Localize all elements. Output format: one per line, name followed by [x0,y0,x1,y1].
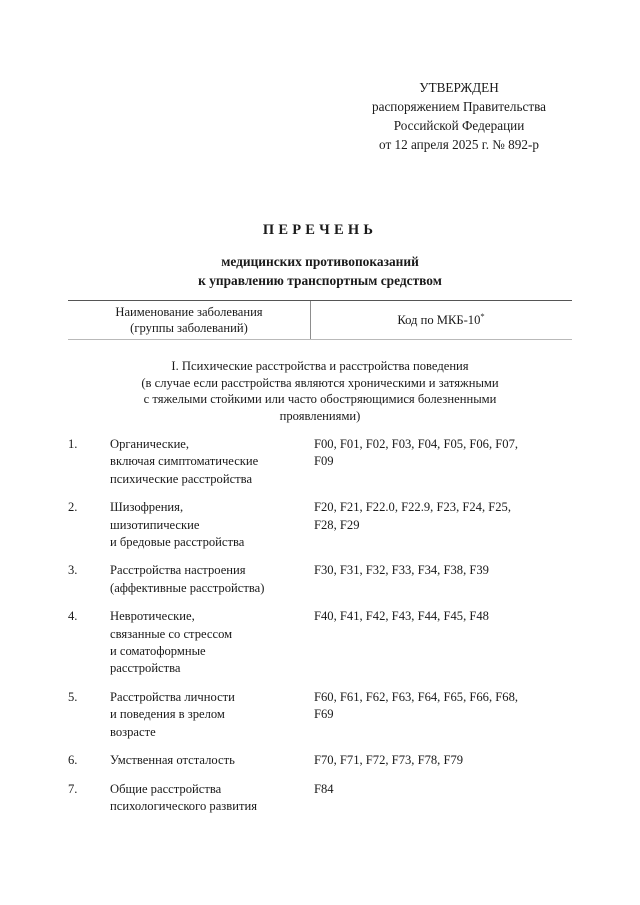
table-header-name-line-2: (группы заболеваний) [130,321,248,335]
row-disease-name-line: Шизофрения, [110,500,184,515]
row-disease-name-line: включая симптоматические [110,454,259,469]
section-heading-line-4: проявлениями) [279,408,361,423]
row-disease-name-line: и бредовые расстройства [110,535,245,550]
title-subtitle [68,253,572,290]
title-main: ПЕРЕЧЕНЬ [262,222,378,238]
row-disease-name-line: Расстройства настроения [110,563,246,578]
row-disease-name [110,752,310,769]
section-heading [58,358,582,424]
row-icd-codes-line: F20, F21, F22.0, F22.9, F23, F24, F25, [314,500,512,515]
row-disease-name-line: Невротические, [110,609,195,624]
table-header [68,300,572,340]
row-icd-codes [314,781,572,798]
row-disease-name-line: Расстройства личности [110,689,235,704]
row-number: 5. [68,689,78,704]
table-row [68,562,572,597]
title-sub-line-2: к управлению транспортным средством [198,272,442,288]
row-disease-name-line: (аффективные расстройства) [110,580,265,595]
code-label-text: Код по МКБ-10 [397,312,481,327]
section-heading-line-1: I. Психические расстройства и расстройства поведения [171,359,469,373]
row-number: 4. [68,609,78,624]
row-icd-codes-line: F69 [314,707,334,722]
approval-block [345,78,573,154]
row-icd-codes-line: F28, F29 [314,517,360,532]
row-disease-name-line: психологического развития [110,798,257,813]
table-row [68,689,572,741]
row-icd-codes [314,689,572,724]
approval-line-1: УТВЕРЖДЕН [419,80,499,95]
row-disease-name [110,499,310,551]
row-disease-name [110,689,310,741]
row-number: 1. [68,437,78,451]
table-header-name-column [68,301,310,339]
approval-line-2: распоряжением Правительства [372,99,546,114]
table-row [68,781,572,816]
row-number: 2. [68,500,78,515]
row-icd-codes [314,499,572,534]
row-disease-name-line: связанные со стрессом [110,626,233,641]
row-icd-codes-line: F30, F31, F32, F33, F34, F38, F39 [314,563,489,578]
row-number: 3. [68,563,78,578]
row-icd-codes-line: F84 [314,781,334,796]
approval-line-3: Российской Федерации [393,118,525,133]
footnote-marker: * [480,310,485,321]
row-icd-codes [314,562,572,579]
row-disease-name-line: шизотипические [110,517,200,532]
title-sub-line-1: медицинских противопоказаний [221,254,419,269]
table-header-name-line-1: Наименование заболевания [115,304,263,319]
row-icd-codes [314,752,572,769]
table-row [68,608,572,678]
row-icd-codes [314,608,572,625]
page-title [68,222,572,290]
row-disease-name-line: и соматоформные [110,644,206,659]
row-disease-name-line: возрасте [110,724,156,739]
row-icd-codes-line: F70, F71, F72, F73, F78, F79 [314,753,464,768]
row-disease-name [110,562,310,597]
row-disease-name [110,436,310,488]
table-row [68,752,572,769]
row-icd-codes-line: F60, F61, F62, F63, F64, F65, F66, F68, [314,689,519,704]
row-icd-codes-line: F00, F01, F02, F03, F04, F05, F06, F07, [314,437,519,451]
row-disease-name-line: Общие расстройства [110,781,222,796]
row-icd-codes-line: F09 [314,454,334,469]
row-disease-name-line: Органические, [110,437,190,451]
row-disease-name-line: Умственная отсталость [110,753,235,768]
table-body [68,436,572,826]
approval-line-4: от 12 апреля 2025 г. № 892-р [379,137,539,152]
section-heading-line-2: (в случае если расстройства являются хроническими и затяжными [141,375,499,390]
row-disease-name-line: расстройства [110,661,181,676]
row-number: 6. [68,753,78,768]
table-header-code-label [397,312,484,329]
row-number: 7. [68,781,78,796]
table-row [68,499,572,551]
table-header-code-column [310,301,572,339]
section-heading-line-3: с тяжелыми стойкими или часто обостряющимися болезненными [143,392,497,407]
row-disease-name [110,608,310,678]
row-disease-name-line: и поведения в зрелом [110,707,225,722]
row-icd-codes-line: F40, F41, F42, F43, F44, F45, F48 [314,609,489,624]
table-row [68,436,572,488]
row-disease-name [110,781,310,816]
row-disease-name-line: психические расстройства [110,471,253,486]
row-icd-codes [314,436,572,471]
